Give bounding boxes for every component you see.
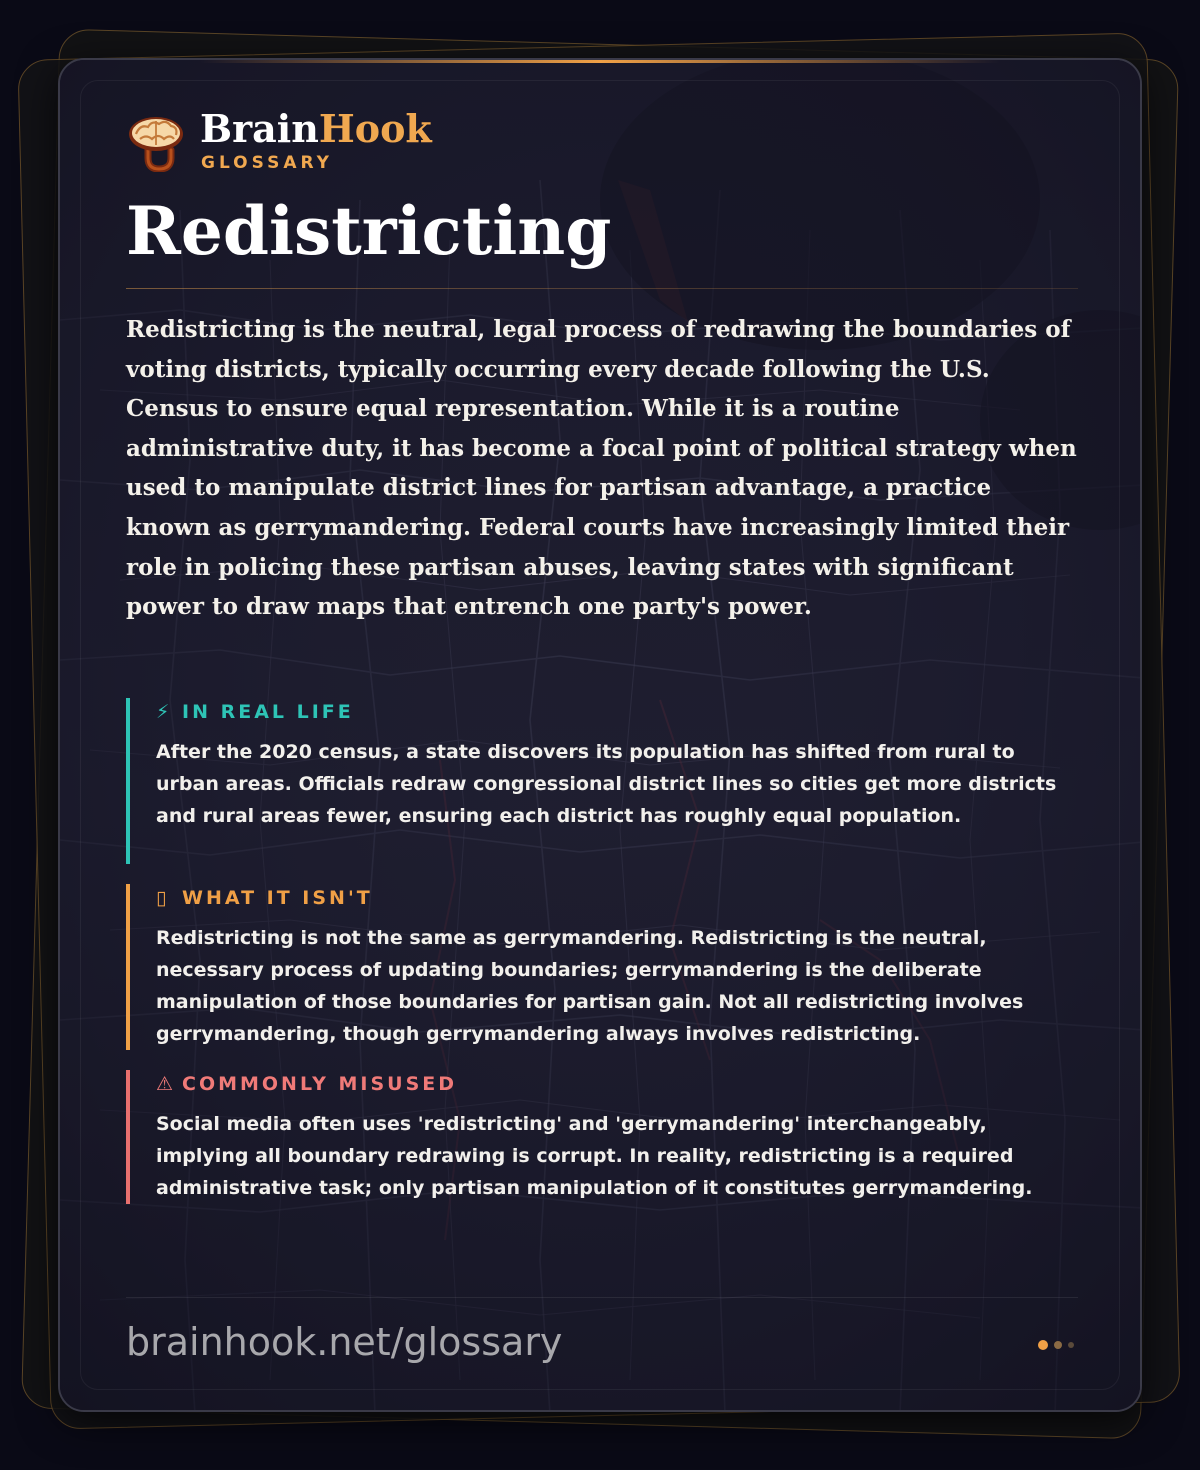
section-heading-label: WHAT IT ISN'T — [182, 887, 373, 909]
brain-hook-logo-icon — [126, 112, 186, 172]
section-body: Social media often uses 'redistricting' and 'gerrymandering' interchangeably, implying all boundary redrawing is corrupt. In reality, redistricting is a required administrative task; only partisan manipulation of it constitutes gerrymandering. — [156, 1113, 1033, 1199]
section-body: After the 2020 census, a state discovers its population has shifted from rural to urban areas. Officials redraw congressional district lines so cities get more districts and rural areas fewer, ensuring each district has roughly equal population. — [156, 741, 1057, 827]
section-body: Redistricting is not the same as gerrymandering. Redistricting is the neutral, necessary process of updating boundaries; gerrymandering is the deliberate manipulation of those boundaries for partisan gain. Not all redistricting involves gerrymandering, though gerrymandering always involves redistricting. — [156, 927, 1024, 1045]
glossary-card — [58, 58, 1142, 1412]
lightning-icon: ⚡ — [156, 701, 170, 723]
brand-name-hook: Hook — [318, 106, 432, 151]
page-dot — [1054, 1341, 1062, 1349]
section-commonly-misused — [126, 1070, 1078, 1204]
brand-header — [126, 108, 546, 178]
no-entry-icon: ▯ — [156, 887, 167, 909]
brand-subtitle: GLOSSARY — [201, 153, 333, 173]
footer-divider — [126, 1297, 1078, 1298]
page-indicator-dots — [1038, 1339, 1078, 1351]
page-dot-active — [1038, 1340, 1048, 1350]
section-heading-label: IN REAL LIFE — [182, 701, 354, 723]
brand-name-brain: Brain — [200, 106, 319, 151]
warning-icon: ⚠ — [156, 1073, 174, 1095]
term-title: Redistricting — [126, 192, 612, 270]
section-heading — [156, 884, 1078, 912]
term-definition: Redistricting is the neutral, legal process of redrawing the boundaries of voting districts, typically occurring every decade following the U.S. Census to ensure equal representation. While it is a routine administrative duty, it has become a focal point of political strategy when used to manipulate district lines for partisan advantage, a practice known as gerrymandering. Federal courts have increasingly limited their role in policing these partisan abuses, leaving states with significant power to draw maps that entrench one party's power. — [126, 316, 1077, 621]
section-heading — [156, 698, 1078, 726]
section-heading-label: COMMONLY MISUSED — [182, 1073, 458, 1095]
brand-name — [200, 106, 432, 151]
footer-url: brainhook.net/glossary — [126, 1320, 563, 1364]
section-in-real-life — [126, 698, 1078, 864]
section-what-it-isnt — [126, 884, 1078, 1050]
title-divider — [126, 288, 1078, 289]
top-glow-line — [200, 60, 1000, 63]
page-dot — [1068, 1342, 1074, 1348]
section-heading — [156, 1070, 1078, 1098]
